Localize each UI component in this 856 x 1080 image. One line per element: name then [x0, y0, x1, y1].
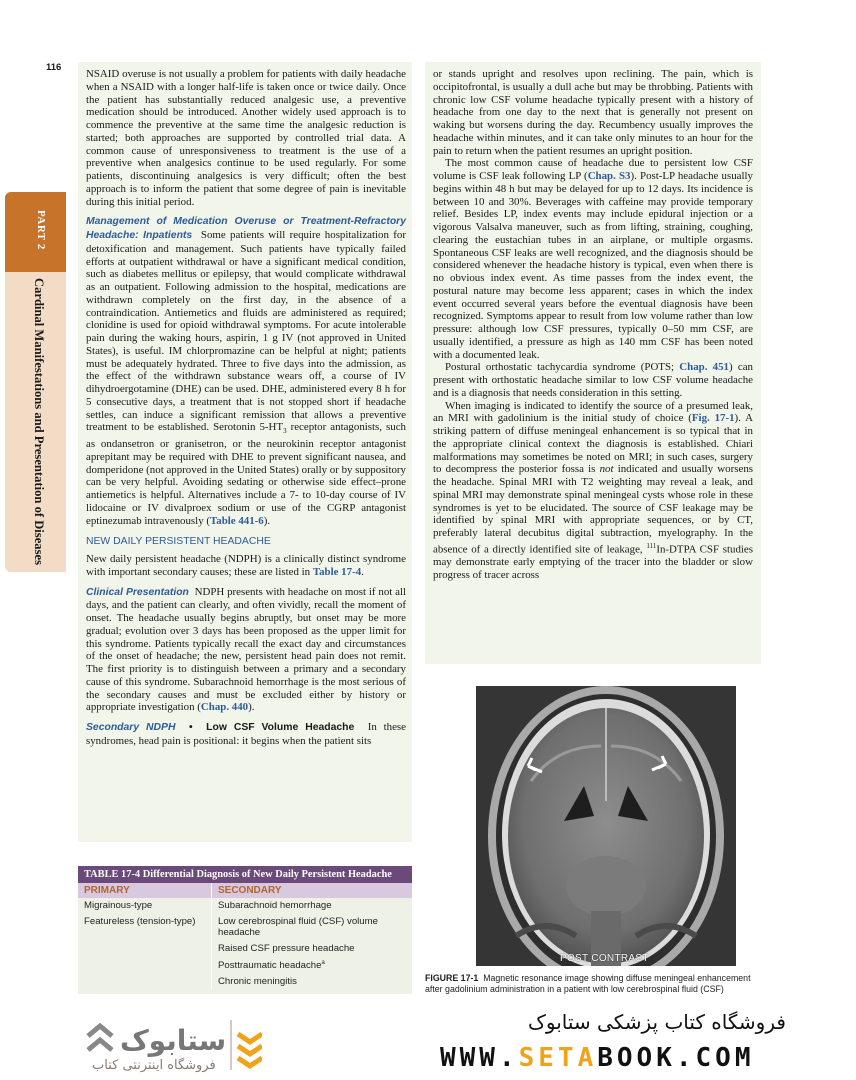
part-side-tab — [5, 192, 66, 572]
part-title: Cardinal Manifestations and Presentation of Diseases — [32, 278, 46, 565]
figure-reference-link[interactable]: Fig. 17-1 — [691, 412, 735, 425]
chapter-reference-link[interactable]: Chap. S3 — [587, 170, 631, 182]
paragraph: Management of Medication Overuse or Treatment-Refractory Headache: Inpatients Some patients will require hospitalization for detoxification and management. Such patients have typically failed efforts at outpatient withdrawal or have a significant medical condition, such as diabetes mellitus or epilepsy, that would complicate withdrawal as an outpatient. Following admission to the hospital, medications are withdrawn completely on the first day, in the absence of a contraindication. Antiemetics and fluids are administered as required; clonidine is used for opioid withdrawal symptoms. For acute intolerable pain during the waking hours, aspirin, 1 g IV (not approved in United States), is useful. IM chlorpromazine can be helpful at night; patients must be adequately hydrated. Three to five days into the admission, as the effect of the withdrawn substance wears off, a course of IV dihydroergotamine (DHE) can be used. DHE, administered every 8 h for 5 consecutive days, a treatment that is not stopped short if headache settles, can induce a significant remission that allows a preventive treatment to be established. Serotonin $5-HT_3$ receptor antagonists, such as ondansetron or granisetron, or the neurokinin receptor antagonist aprepitant may be required with DHE to prevent significant nausea, and domperidone (not approved in the United States) orally or by suppository can be very helpful. Avoiding sedating or otherwise side effect–prone antiemetics is helpful. Alternatives include a 7- to 10-day course of IV lidocaine or IV divalproex sodium or use of the CGRP antagonist eptinezumab intravenously (Table 441-6). — [86, 216, 407, 527]
table-row: Raised CSF pressure headache — [78, 941, 412, 957]
svg-text:ستابوک: ستابوک — [120, 1024, 227, 1057]
table-row: Migrainous-type Subarachnoid hemorrhage — [78, 898, 412, 914]
mri-figure — [476, 686, 736, 966]
section-heading: NEW DAILY PERSISTENT HEADACHE — [86, 536, 271, 548]
left-column — [78, 62, 412, 842]
table-reference-link[interactable]: Table 17-4 — [312, 565, 362, 578]
table-row: Posttraumatic headache$^a$ — [78, 956, 412, 974]
differential-diagnosis-table — [78, 866, 412, 996]
table-row: Chronic meningitis — [78, 974, 412, 990]
column-header-secondary: SECONDARY — [211, 883, 412, 898]
chapter-reference-link[interactable]: Chap. 451 — [679, 361, 730, 374]
part-label: PART 2 — [35, 210, 47, 250]
paragraph: NSAID overuse is not usually a problem for patients with daily headache when a NSAID with a longer half-life is taken once or twice daily. Once the patient has substantially reduced analgesic use, a preventive medication should be introduced. Another widely used approach is to commence the preventive at the same time the analgesic reduction is started; both approaches are supported by controlled trial data. A common cause of unresponsiveness to treatment is the use of a preventive when analgesics continue to be used regularly. For some patients, discontinuing analgesics is very difficult; often the best approach is to inform the patient that some degree of pain is inevitable during this initial period. — [86, 68, 406, 208]
paragraph: When imaging is indicated to identify the source of a presumed leak, an MRI with gadolinium is the initial study of choice (Fig. 17-1). A striking pattern of diffuse meningeal enhancement is so typical that in the appropriate clinical context the diagnosis is established. Chiari malformations may sometimes be noted on MRI; in such cases, surgery to decompress the posterior fossa is not indicated and usually worsens the headache. Spinal MRI with T2 weighting may reveal a leak, and spinal MRI may demonstrate spinal meningeal cysts whose role in these syndromes is yet to be elucidated. The source of CSF leakage may be identified by spinal MRI with appropriate sequences, or by CT, preferably lateral decubitus digital subtraction, myelography. In the absence of a directly identified site of leakage, $^{111}$In-DTPA CSF studies may demonstrate early emptying of the tracer into the bladder or slow progress of tracer across — [433, 399, 753, 581]
paragraph: The most common cause of headache due to persistent low CSF volume is CSF leak following LP (Chap. S3). Post-LP headache usually begins within 48 h but may be delayed for up to 12 days. Its incidence is between 10 and 30%. Beverages with caffeine may provide temporary relief. Besides LP, index events may include epidural injection or a vigorous Valsalva maneuver, such as from lifting, straining, coughing, clearing the eustachian tubes in an airplane, or multiple orgasms. Spontaneous CSF leaks are well recognized, and the diagnosis should be considered whenever the headache history is typical, even when there is no obvious index event. As time passes from the index event, the postural nature may become less apparent; cases in which the index event occurred several years before the eventual diagnosis have been recognized. Symptoms appear to result from low volume rather than low pressure: although low CSF pressures, typically 0–50 mm CSF, are usually identified, a pressure as high as 140 mm CSF has been noted with a documented leak. — [433, 157, 753, 361]
right-column — [425, 62, 761, 664]
table-reference-link[interactable]: Table 441-6 — [210, 514, 264, 527]
table-title: TABLE 17-4 Differential Diagnosis of New Daily Persistent Headache — [78, 866, 412, 883]
runin-heading: Secondary NDPH — [86, 722, 176, 734]
page-number: 116 — [46, 62, 62, 73]
figure-overlay-label: POST CONTRAST — [560, 953, 649, 964]
figure-caption: FIGURE 17-1 Magnetic resonance image showing diffuse meningeal enhancement after gadolinium administration in a patient with low cerebrospinal fluid (CSF) — [425, 973, 751, 994]
runin-heading: Clinical Presentation — [86, 586, 189, 598]
column-header-primary: PRIMARY — [84, 885, 130, 896]
paragraph: Postural orthostatic tachycardia syndrome (POTS; Chap. 451) can present with orthostatic headache similar to low CSF volume headache and is a diagnosis that needs consideration in this setting. — [433, 361, 753, 399]
paragraph: Clinical Presentation NDPH presents with headache on most if not all days, and the patient can clearly, and often vividly, recall the moment of onset. The headache usually begins abruptly, but onset may be more gradual; evolution over 3 days has been proposed as the upper limit for this syndrome. Patients typically recall the exact day and circumstances of the onset of headache; the new, persistent head pain does not remit. The first priority is to distinguish between a primary and a secondary cause of this syndrome. Subarachnoid hemorrhage is the most serious of the secondary causes and must be excluded either by history or appropriate investigation (Chap. 440). — [86, 585, 407, 714]
logo-subtitle: فروشگاه اینترنتی کتاب — [92, 1058, 216, 1073]
mri-brain-image — [476, 686, 736, 966]
paragraph: New daily persistent headache (NDPH) is a clinically distinct syndrome with important secondary causes; these are listed in Table 17-4. — [86, 553, 406, 578]
shop-title: فروشگاه کتاب پزشکی ستابوک — [528, 1010, 786, 1034]
paragraph: or stands upright and resolves upon reclining. The pain, which is occipitofrontal, is usually a dull ache but may be throbbing. Patients with chronic low CSF volume headache typically present with a history of headache from one day to the next that is generally not present on waking but worsens during the day. Recumbency usually improves the headache within minutes, and it can take only minutes to an hour for the pain to return when the patient resumes an upright position. — [433, 68, 753, 157]
runin-heading: Management of Medication Overuse or Treatment-Refractory Headache: Inpatients — [86, 216, 406, 241]
paragraph: Secondary NDPH • Low CSF Volume Headache In these syndromes, head pain is positional: it begins when the patient sits — [86, 721, 406, 747]
table-header-row — [78, 883, 412, 898]
table-row: Featureless (tension-type) Low cerebrospinal fluid (CSF) volume headache — [78, 914, 412, 941]
runin-subheading: Low CSF Volume Headache — [206, 722, 355, 734]
chapter-reference-link[interactable]: Chap. 440 — [200, 701, 249, 714]
shop-url-link[interactable]: WWW.SETABOOK.COM — [440, 1043, 755, 1073]
